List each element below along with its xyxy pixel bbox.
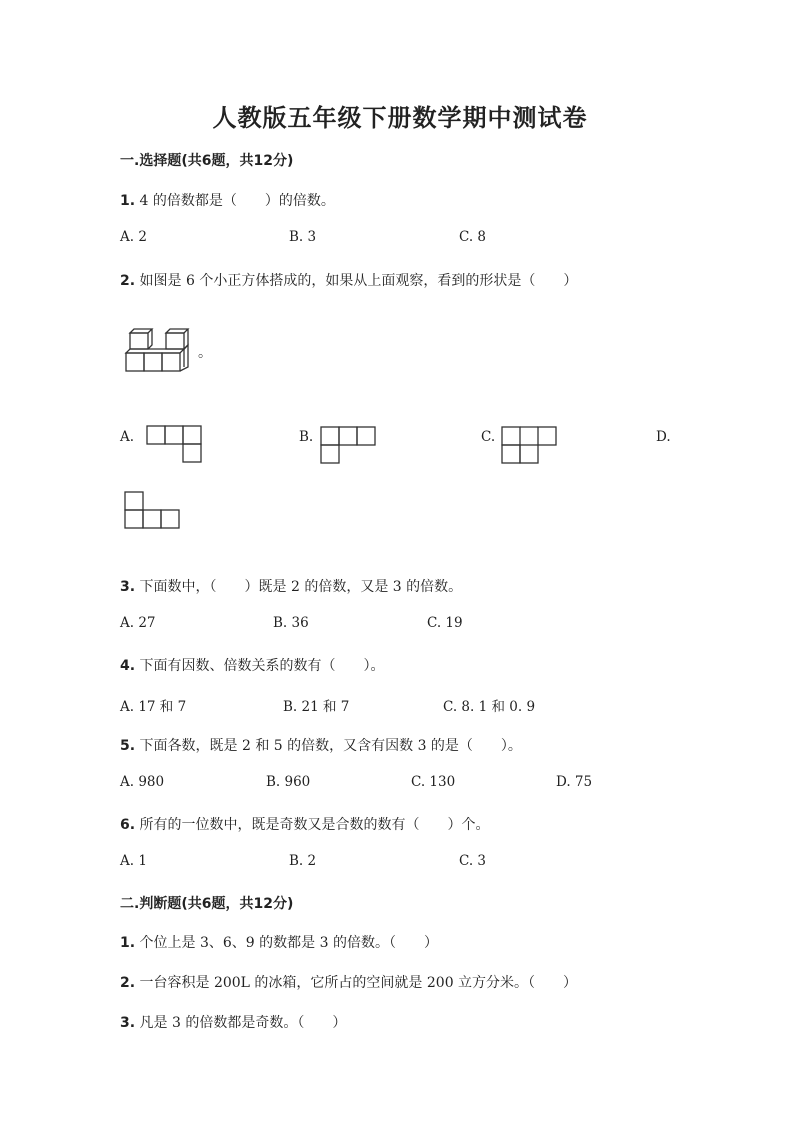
option-c[interactable]: C. xyxy=(481,429,496,445)
option-a[interactable]: A. xyxy=(120,429,135,445)
question-4 xyxy=(120,655,385,675)
question-number: 1. xyxy=(120,935,136,951)
question-text: 下面数中，（ ）既是 2 的倍数，又是 3 的倍数。 xyxy=(139,579,463,595)
option-b[interactable]: B. 960 xyxy=(266,774,311,790)
question-number: 5. xyxy=(120,738,136,754)
question-text: 一台容积是 200L 的冰箱，它所占的空间就是 200 立方分米。（ ） xyxy=(139,975,578,991)
question-text: 凡是 3 的倍数都是奇数。（ ） xyxy=(139,1015,347,1031)
option-a[interactable]: A. 27 xyxy=(120,615,156,631)
option-d[interactable]: D. xyxy=(656,429,671,445)
question-number: 2. xyxy=(120,273,136,289)
question-2 xyxy=(120,270,577,290)
question-text: 如图是 6 个小正方体搭成的，如果从上面观察，看到的形状是（ ） xyxy=(139,273,578,289)
question-text: 所有的一位数中，既是奇数又是合数的数有（ ）个。 xyxy=(139,817,490,833)
option-c[interactable]: C. 8. 1 和 0. 9 xyxy=(443,699,536,715)
question-text: 个位上是 3、6、9 的数都是 3 的倍数。（ ） xyxy=(139,935,438,951)
question-5 xyxy=(120,735,522,755)
question-number: 1. xyxy=(120,193,136,209)
section-heading-choice: 一.选择题(共6题，共12分) xyxy=(120,153,294,169)
question-3 xyxy=(120,576,462,596)
page-title: 人教版五年级下册数学期中测试卷 xyxy=(212,104,588,132)
question-text: 下面有因数、倍数关系的数有（ ）。 xyxy=(139,658,385,674)
option-c[interactable]: C. 8 xyxy=(459,229,487,245)
option-c[interactable]: C. 3 xyxy=(459,853,487,869)
question-text: 4 的倍数都是（ ）的倍数。 xyxy=(139,193,335,209)
option-a[interactable]: A. 1 xyxy=(120,853,147,869)
question-number: 3. xyxy=(120,579,136,595)
question-number: 6. xyxy=(120,817,136,833)
option-b[interactable]: B. xyxy=(299,429,314,445)
section-heading-judgement: 二.判断题(共6题，共12分) xyxy=(120,896,294,912)
question-text: 下面各数，既是 2 和 5 的倍数，又含有因数 3 的是（ ）。 xyxy=(139,738,522,754)
shape-b-figure xyxy=(320,426,376,464)
option-a[interactable]: A. 980 xyxy=(120,774,165,790)
shape-a-figure xyxy=(146,425,202,463)
option-c[interactable]: C. 130 xyxy=(411,774,456,790)
judgement-2 xyxy=(120,972,577,992)
cube-stack-figure xyxy=(124,323,198,377)
option-b[interactable]: B. 36 xyxy=(273,615,309,631)
option-d[interactable]: D. 75 xyxy=(556,774,593,790)
judgement-1 xyxy=(120,932,438,952)
question-number: 2. xyxy=(120,975,136,991)
option-b[interactable]: B. 2 xyxy=(289,853,317,869)
option-a[interactable]: A. 2 xyxy=(120,229,147,245)
option-b[interactable]: B. 3 xyxy=(289,229,317,245)
question-number: 4. xyxy=(120,658,136,674)
question-number: 3. xyxy=(120,1015,136,1031)
figure-suffix: 。 xyxy=(198,345,212,361)
question-1 xyxy=(120,190,335,210)
judgement-3 xyxy=(120,1012,346,1032)
option-c[interactable]: C. 19 xyxy=(427,615,463,631)
option-a[interactable]: A. 17 和 7 xyxy=(120,699,187,715)
question-6 xyxy=(120,814,490,834)
option-b[interactable]: B. 21 和 7 xyxy=(283,699,350,715)
shape-c-figure xyxy=(501,426,557,464)
shape-d-figure xyxy=(124,491,180,529)
